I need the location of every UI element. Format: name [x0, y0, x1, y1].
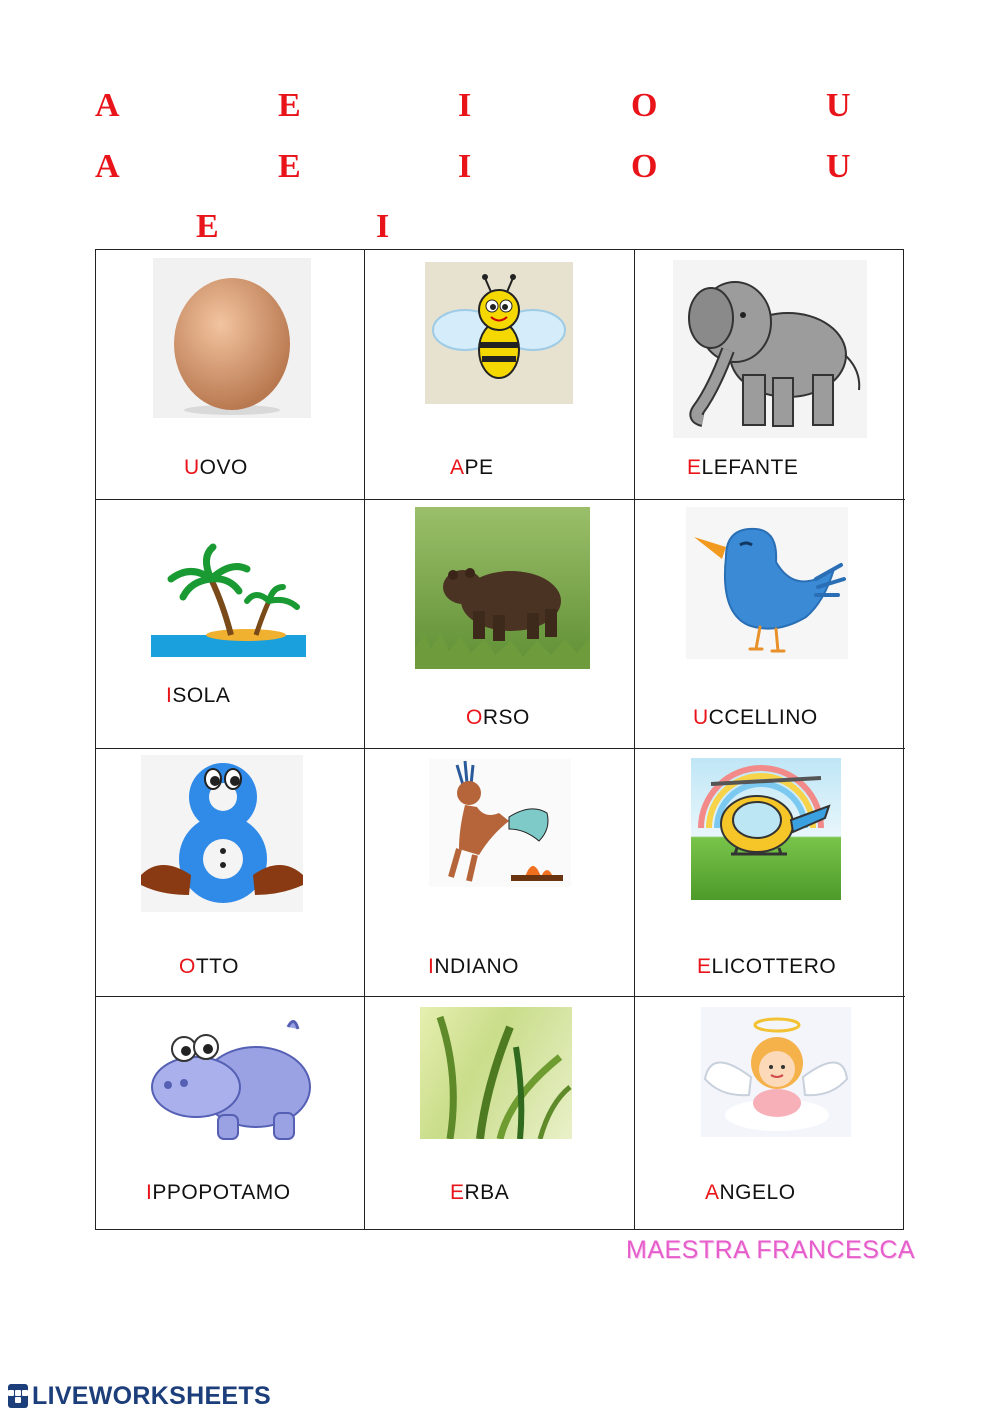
teacher-signature: MAESTRA FRANCESCA: [626, 1236, 916, 1264]
egg-image: [153, 258, 311, 418]
word-orso: ORSO: [466, 706, 530, 729]
vowel-row3-e[interactable]: E: [196, 208, 219, 245]
word-elicottero: ELICOTTERO: [697, 955, 837, 978]
card-erba: [365, 997, 635, 1229]
vowel-row1-e[interactable]: E: [278, 87, 301, 124]
card-indiano: [365, 749, 635, 997]
liveworksheets-logo[interactable]: [8, 1381, 271, 1411]
helicopter-image: [691, 758, 841, 900]
liveworksheets-logo-text: LIVEWORKSHEETS: [32, 1381, 271, 1410]
native-american-image: [429, 759, 571, 887]
vowel-row1-o[interactable]: O: [631, 87, 658, 124]
word-ape: APE: [450, 456, 494, 479]
card-uovo: [96, 250, 365, 500]
word-ippopotamo: IPPOPOTAMO: [146, 1181, 291, 1204]
word-otto: OTTO: [179, 955, 239, 978]
card-otto: [96, 749, 365, 997]
word-erba: ERBA: [450, 1181, 510, 1204]
word-isola: ISOLA: [166, 684, 231, 707]
hippo-image: [148, 1005, 314, 1151]
picture-grid: [95, 249, 904, 1230]
word-indiano: INDIANO: [428, 955, 520, 978]
card-orso: [365, 500, 635, 749]
card-elefante: [635, 250, 905, 500]
island-image: [151, 509, 306, 657]
angel-image: [701, 1007, 851, 1137]
vowel-row2-i[interactable]: I: [458, 148, 472, 185]
vowel-row1-u[interactable]: U: [826, 87, 851, 124]
card-isola: [96, 500, 365, 749]
card-ippopotamo: [96, 997, 365, 1229]
card-uccellino: [635, 500, 905, 749]
word-angelo: ANGELO: [705, 1181, 796, 1204]
word-uccellino: UCCELLINO: [693, 706, 818, 729]
word-elefante: ELEFANTE: [687, 456, 799, 479]
vowel-row3-i[interactable]: I: [376, 208, 390, 245]
number-eight-image: [141, 755, 303, 912]
vowel-row2-a[interactable]: A: [95, 148, 120, 185]
vowel-row2-e[interactable]: E: [278, 148, 301, 185]
bear-image: [415, 507, 590, 669]
bird-image: [686, 507, 848, 659]
liveworksheets-logo-icon: [8, 1384, 28, 1408]
card-elicottero: [635, 749, 905, 997]
vowel-row1-a[interactable]: A: [95, 87, 120, 124]
vowel-row2-u[interactable]: U: [826, 148, 851, 185]
vowel-row1-i[interactable]: I: [458, 87, 472, 124]
card-angelo: [635, 997, 905, 1229]
grass-image: [420, 1007, 572, 1139]
vowel-row2-o[interactable]: O: [631, 148, 658, 185]
bee-image: [425, 262, 573, 404]
elephant-image: [673, 260, 867, 438]
card-ape: [365, 250, 635, 500]
word-uovo: UOVO: [184, 456, 248, 479]
